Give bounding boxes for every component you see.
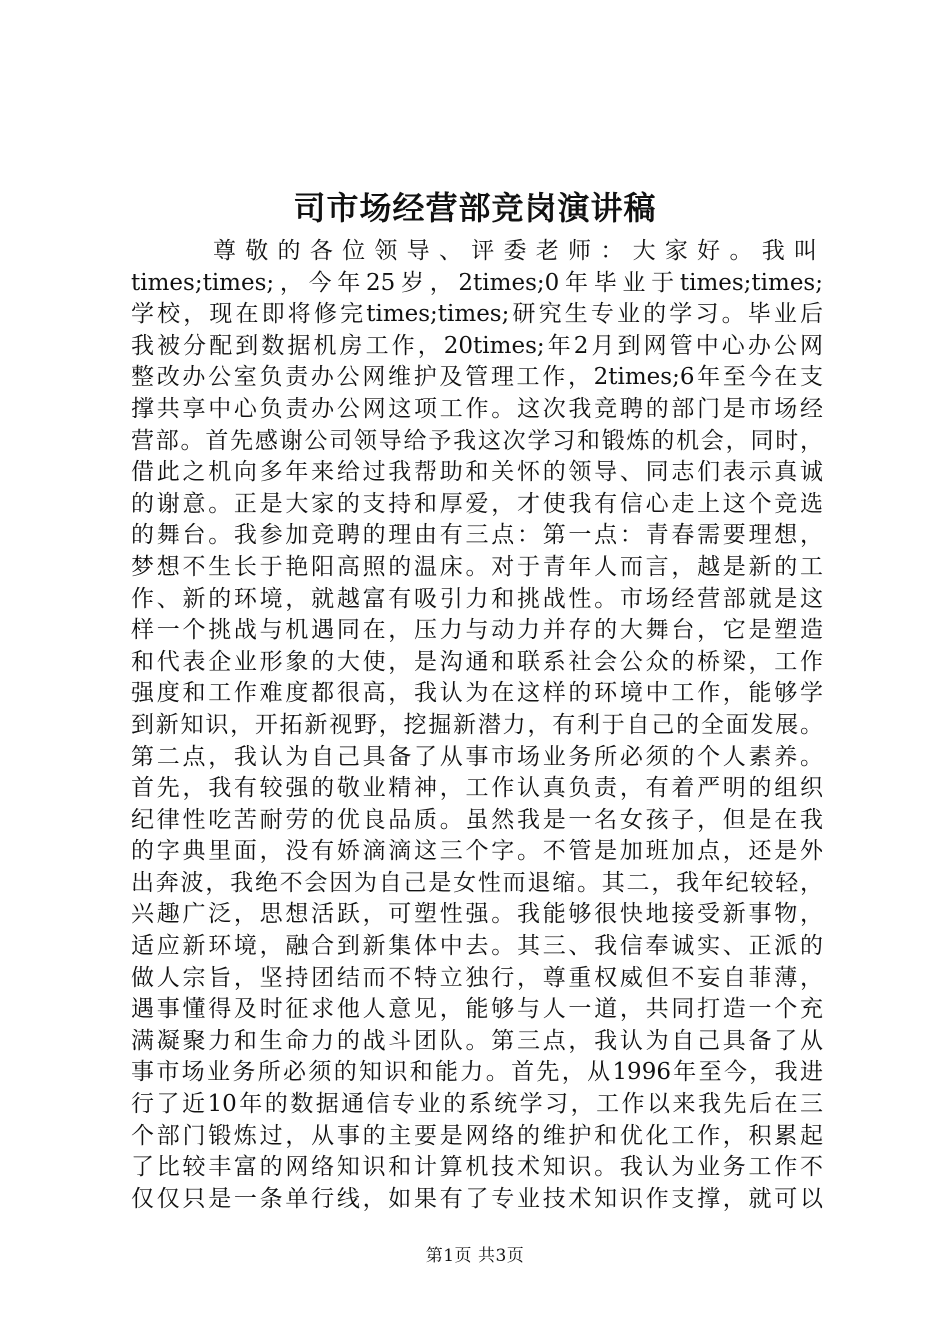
body-line: 的谢意。正是大家的支持和厚爱，才使我有信心走上这个竞选 bbox=[131, 490, 823, 517]
body-line: 尊敬的各位领导、评委老师：大家好。我叫 bbox=[213, 238, 823, 264]
body-line: 首先，我有较强的敬业精神，工作认真负责，有着严明的组织 bbox=[131, 775, 823, 802]
page-footer bbox=[0, 1244, 950, 1268]
body-line: 我被分配到数据机房工作，20times;年2月到网管中心办公网 bbox=[131, 332, 823, 359]
body-line: 营部。首先感谢公司领导给予我这次学习和锻炼的机会，同时， bbox=[131, 427, 823, 454]
body-line: 到新知识，开拓新视野，挖掘新潜力，有利于自己的全面发展。 bbox=[131, 711, 823, 738]
body-line: 满凝聚力和生命力的战斗团队。第三点，我认为自己具备了从 bbox=[131, 1027, 823, 1054]
body-line: 作、新的环境，就越富有吸引力和挑战性。市场经营部就是这 bbox=[131, 585, 823, 612]
body-line: 借此之机向多年来给过我帮助和关怀的领导、同志们表示真诚 bbox=[131, 459, 823, 486]
body-line: 梦想不生长于艳阳高照的温床。对于青年人而言，越是新的工 bbox=[131, 553, 823, 580]
body-line: 纪律性吃苦耐劳的优良品质。虽然我是一名女孩子，但是在我 bbox=[131, 806, 823, 833]
body-line: 出奔波，我绝不会因为自己是女性而退缩。其二，我年纪较轻， bbox=[131, 869, 823, 896]
body-line: 和代表企业形象的大使，是沟通和联系社会公众的桥梁，工作 bbox=[131, 648, 823, 675]
document-title: 司市场经营部竞岗演讲稿 bbox=[293, 189, 657, 227]
body-line: 个部门锻炼过，从事的主要是网络的维护和优化工作，积累起 bbox=[131, 1122, 823, 1149]
body-line: 兴趣广泛，思想活跃，可塑性强。我能够很快地接受新事物， bbox=[131, 901, 823, 928]
body-line: 做人宗旨，坚持团结而不特立独行，尊重权威但不妄自菲薄， bbox=[131, 964, 823, 991]
body-line: 第二点，我认为自己具备了从事市场业务所必须的个人素养。 bbox=[131, 743, 823, 770]
body-line: 撑共享中心负责办公网这项工作。这次我竞聘的部门是市场经 bbox=[131, 395, 823, 422]
body-line: 学校，现在即将修完times;times;研究生专业的学习。毕业后 bbox=[131, 301, 823, 328]
body-line: 了比较丰富的网络知识和计算机技术知识。我认为业务工作不 bbox=[131, 1154, 823, 1181]
body-line: 的字典里面，没有娇滴滴这三个字。不管是加班加点，还是外 bbox=[131, 838, 823, 865]
body-line: 适应新环境，融合到新集体中去。其三、我信奉诚实、正派的 bbox=[131, 933, 823, 960]
body-line: 事市场业务所必须的知识和能力。首先，从1996年至今，我进 bbox=[131, 1059, 823, 1086]
body-line: 遇事懂得及时征求他人意见，能够与人一道，共同打造一个充 bbox=[131, 996, 823, 1023]
body-line: 行了近10年的数据通信专业的系统学习，工作以来我先后在三 bbox=[131, 1091, 823, 1118]
body-line: 仅仅只是一条单行线，如果有了专业技术知识作支撑，就可以 bbox=[131, 1185, 823, 1212]
body-line: 样一个挑战与机遇同在，压力与动力并存的大舞台，它是塑造 bbox=[131, 617, 823, 644]
page-number-label: 第1页 共3页 bbox=[425, 1246, 525, 1266]
body-line: 整改办公室负责办公网维护及管理工作，2times;6年至今在支 bbox=[131, 364, 823, 391]
document-body bbox=[131, 236, 823, 1215]
body-line: 强度和工作难度都很高，我认为在这样的环境中工作，能够学 bbox=[131, 680, 823, 707]
body-line: times;times;，今年25岁，2times;0年毕业于times;times; bbox=[131, 269, 823, 296]
body-line: 的舞台。我参加竞聘的理由有三点：第一点：青春需要理想， bbox=[131, 522, 823, 549]
